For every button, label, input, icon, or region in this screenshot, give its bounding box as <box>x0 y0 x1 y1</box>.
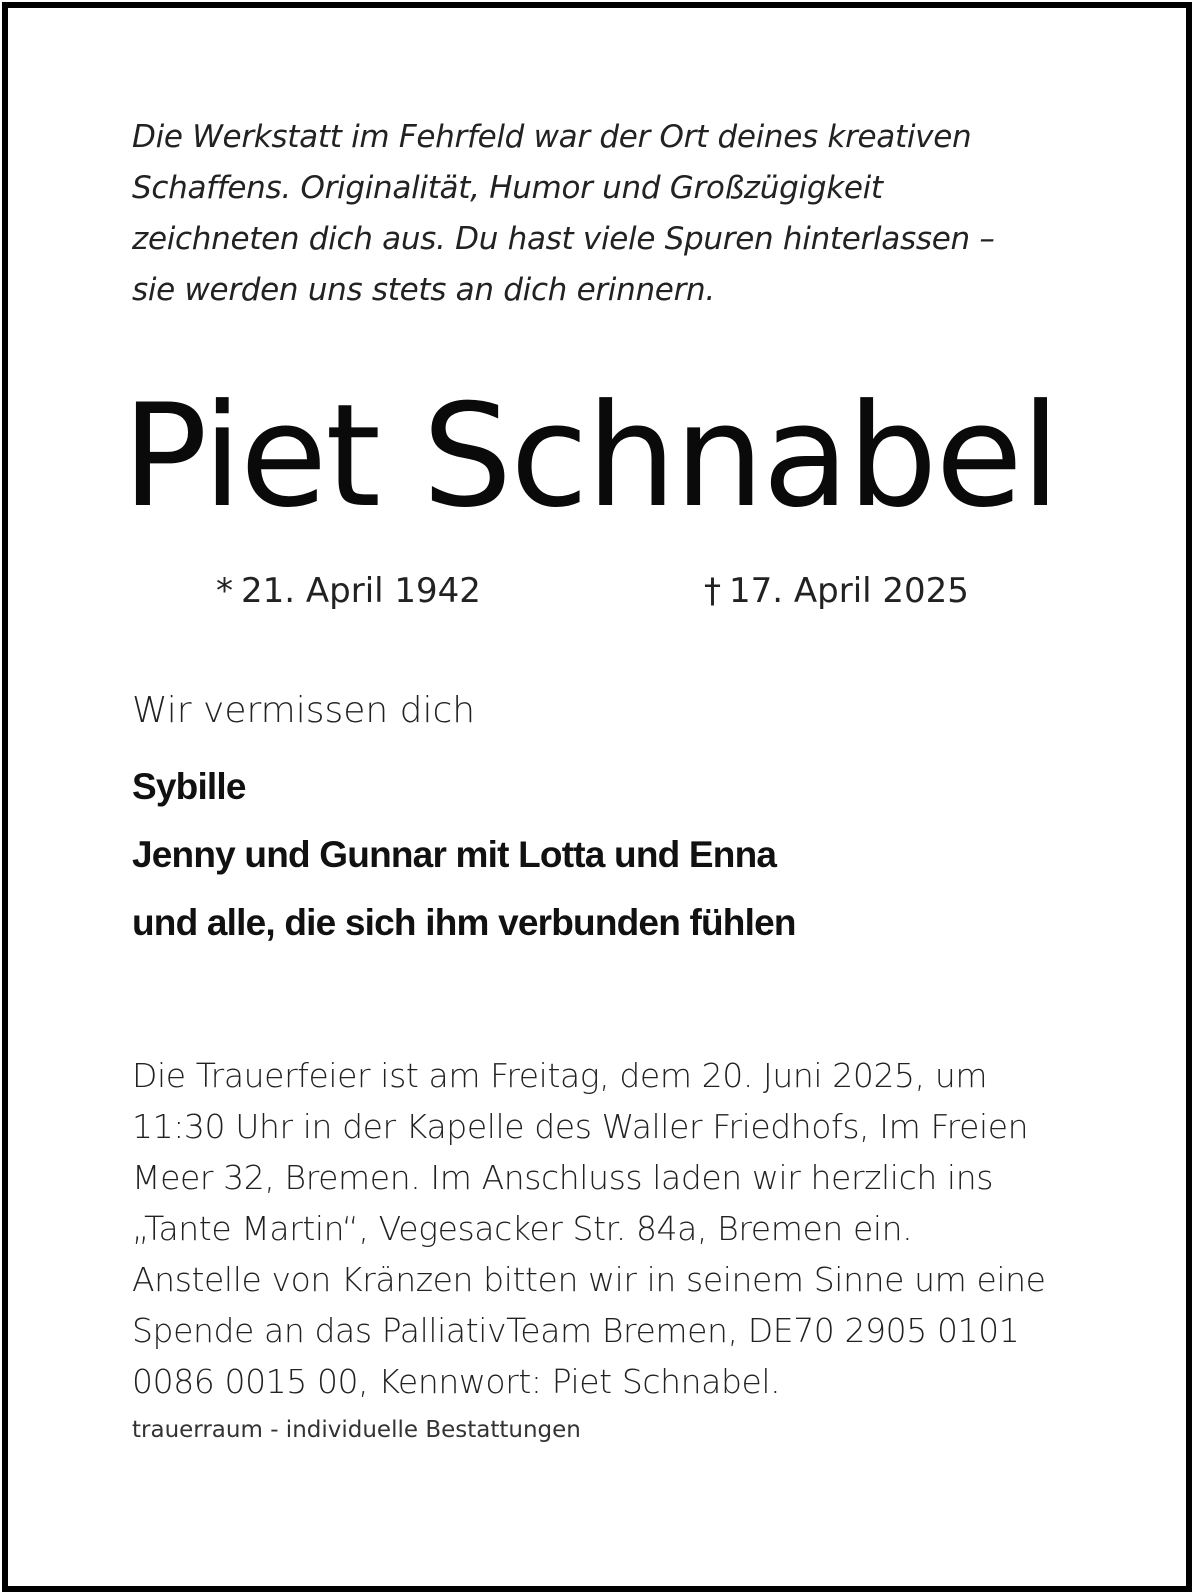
mourners-intro: Wir vermissen dich <box>132 690 476 731</box>
birth-date: 21. April 1942 <box>241 571 481 611</box>
birth-date-line <box>216 566 481 616</box>
poem-line: sie werden uns stets an dich erinnern. <box>132 272 715 308</box>
birth-symbol: * <box>216 571 233 611</box>
notice-line: 11:30 Uhr in der Kapelle des Waller Friedhofs, Im Freien <box>132 1107 1029 1146</box>
memorial-poem <box>132 112 1032 316</box>
poem-line: Schaffens. Originalität, Humor und Großzügigkeit <box>132 170 883 206</box>
death-date-line <box>704 566 969 616</box>
mourners-list <box>132 753 796 957</box>
notice-line: „Tante Martin“, Vegesacker Str. 84a, Bremen ein. <box>132 1209 913 1248</box>
cross-symbol: † <box>704 571 721 611</box>
deceased-name: Piet Schnabel <box>122 374 1059 539</box>
mourner-name: Jenny und Gunnar mit Lotta und Enna <box>132 834 777 875</box>
notice-line: Meer 32, Bremen. Im Anschluss laden wir herzlich ins <box>132 1158 993 1197</box>
death-date: 17. April 2025 <box>729 571 969 611</box>
mourner-name: und alle, die sich ihm verbunden fühlen <box>132 902 796 943</box>
poem-line: zeichneten dich aus. Du hast viele Spuren hinterlassen – <box>132 221 995 257</box>
notice-line: Anstelle von Kränzen bitten wir in seinem Sinne um eine <box>132 1260 1046 1299</box>
funeral-notice <box>132 1050 1092 1407</box>
notice-line: 0086 0015 00, Kennwort: Piet Schnabel. <box>132 1362 781 1401</box>
mourner-name: Sybille <box>132 766 246 807</box>
poem-line: Die Werkstatt im Fehrfeld war der Ort deines kreativen <box>132 119 972 155</box>
undertaker-credit: trauerraum - individuelle Bestattungen <box>132 1417 581 1443</box>
notice-line: Spende an das PalliativTeam Bremen, DE70 2905 0101 <box>132 1311 1020 1350</box>
notice-line: Die Trauerfeier ist am Freitag, dem 20. Juni 2025, um <box>132 1056 988 1095</box>
